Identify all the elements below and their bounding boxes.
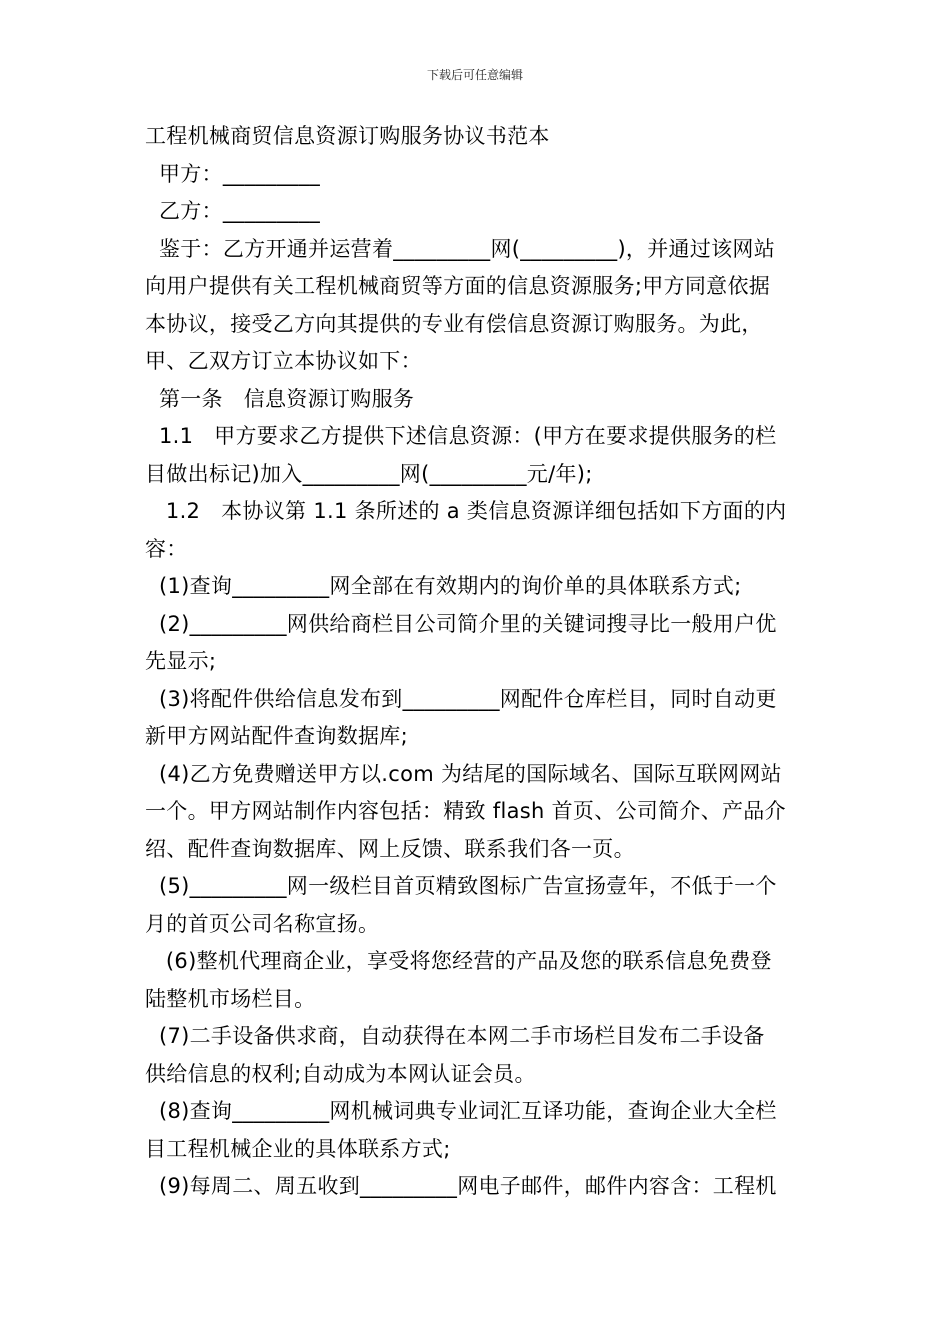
text-line: (5)_________网一级栏目首页精致图标广告宣扬壹年，不低于一个 [145, 874, 777, 898]
text-line: 乙方：_________ [145, 199, 321, 223]
text-line: (8)查询_________网机械词典专业词汇互译功能，查询企业大全栏 [145, 1099, 777, 1123]
text-line: 绍、配件查询数据库、网上反馈、联系我们各一页。 [145, 836, 635, 861]
text-line: 先显示; [145, 649, 217, 673]
text-line: (4)乙方免费赠送甲方以.com 为结尾的国际域名、国际互联网网站 [145, 761, 782, 786]
text-line: 第一条 信息资源订购服务 [145, 386, 415, 411]
text-line: (7)二手设备供求商，自动获得在本网二手市场栏目发布二手设备 [145, 1024, 765, 1048]
text-line: (3)将配件供给信息发布到_________网配件仓库栏目，同时自动更 [145, 686, 777, 711]
text-line: 本协议，接受乙方向其提供的专业有偿信息资源订购服务。为此， [145, 311, 763, 336]
text-line: 容： [145, 536, 188, 561]
text-line: 甲方：_________ [145, 161, 321, 186]
document-body [145, 118, 807, 1206]
document-title: 工程机械商贸信息资源订购服务协议书范本 [145, 124, 550, 148]
text-line: 新甲方网站配件查询数据库; [145, 724, 408, 748]
text-line: (6)整机代理商企业，享受将您经营的产品及您的联系信息免费登 [145, 949, 772, 973]
text-line: (9)每周二、周五收到_________网电子邮件，邮件内容含：工程机 [145, 1174, 777, 1198]
text-line: 1.2 本协议第 1.1 条所述的 a 类信息资源详细包括如下方面的内 [145, 499, 787, 523]
text-line: 月的首页公司名称宣扬。 [145, 911, 380, 936]
text-line: 1.1 甲方要求乙方提供下述信息资源：(甲方在要求提供服务的栏 [145, 424, 777, 448]
text-line: 向用户提供有关工程机械商贸等方面的信息资源服务;甲方同意依据 [145, 274, 771, 298]
page-header: 下载后可任意编辑 [426, 68, 523, 82]
text-line: (2)_________网供给商栏目公司简介里的关键词搜寻比一般用户优 [145, 611, 777, 636]
text-line: 目做出标记)加入_________网(_________元/年); [145, 461, 593, 486]
text-line: 甲、乙双方订立本协议如下： [145, 349, 422, 373]
text-line: (1)查询_________网全部在有效期内的询价单的具体联系方式; [145, 574, 742, 598]
text-line: 供给信息的权利;自动成为本网认证会员。 [145, 1061, 536, 1086]
text-line: 鉴于：乙方开通并运营着_________网(_________)，并通过该网站 [145, 236, 776, 261]
text-line: 一个。甲方网站制作内容包括：精致 flash 首页、公司简介、产品介 [145, 799, 786, 823]
text-line: 目工程机械企业的具体联系方式; [145, 1136, 451, 1161]
text-line: 陆整机市场栏目。 [145, 986, 316, 1011]
